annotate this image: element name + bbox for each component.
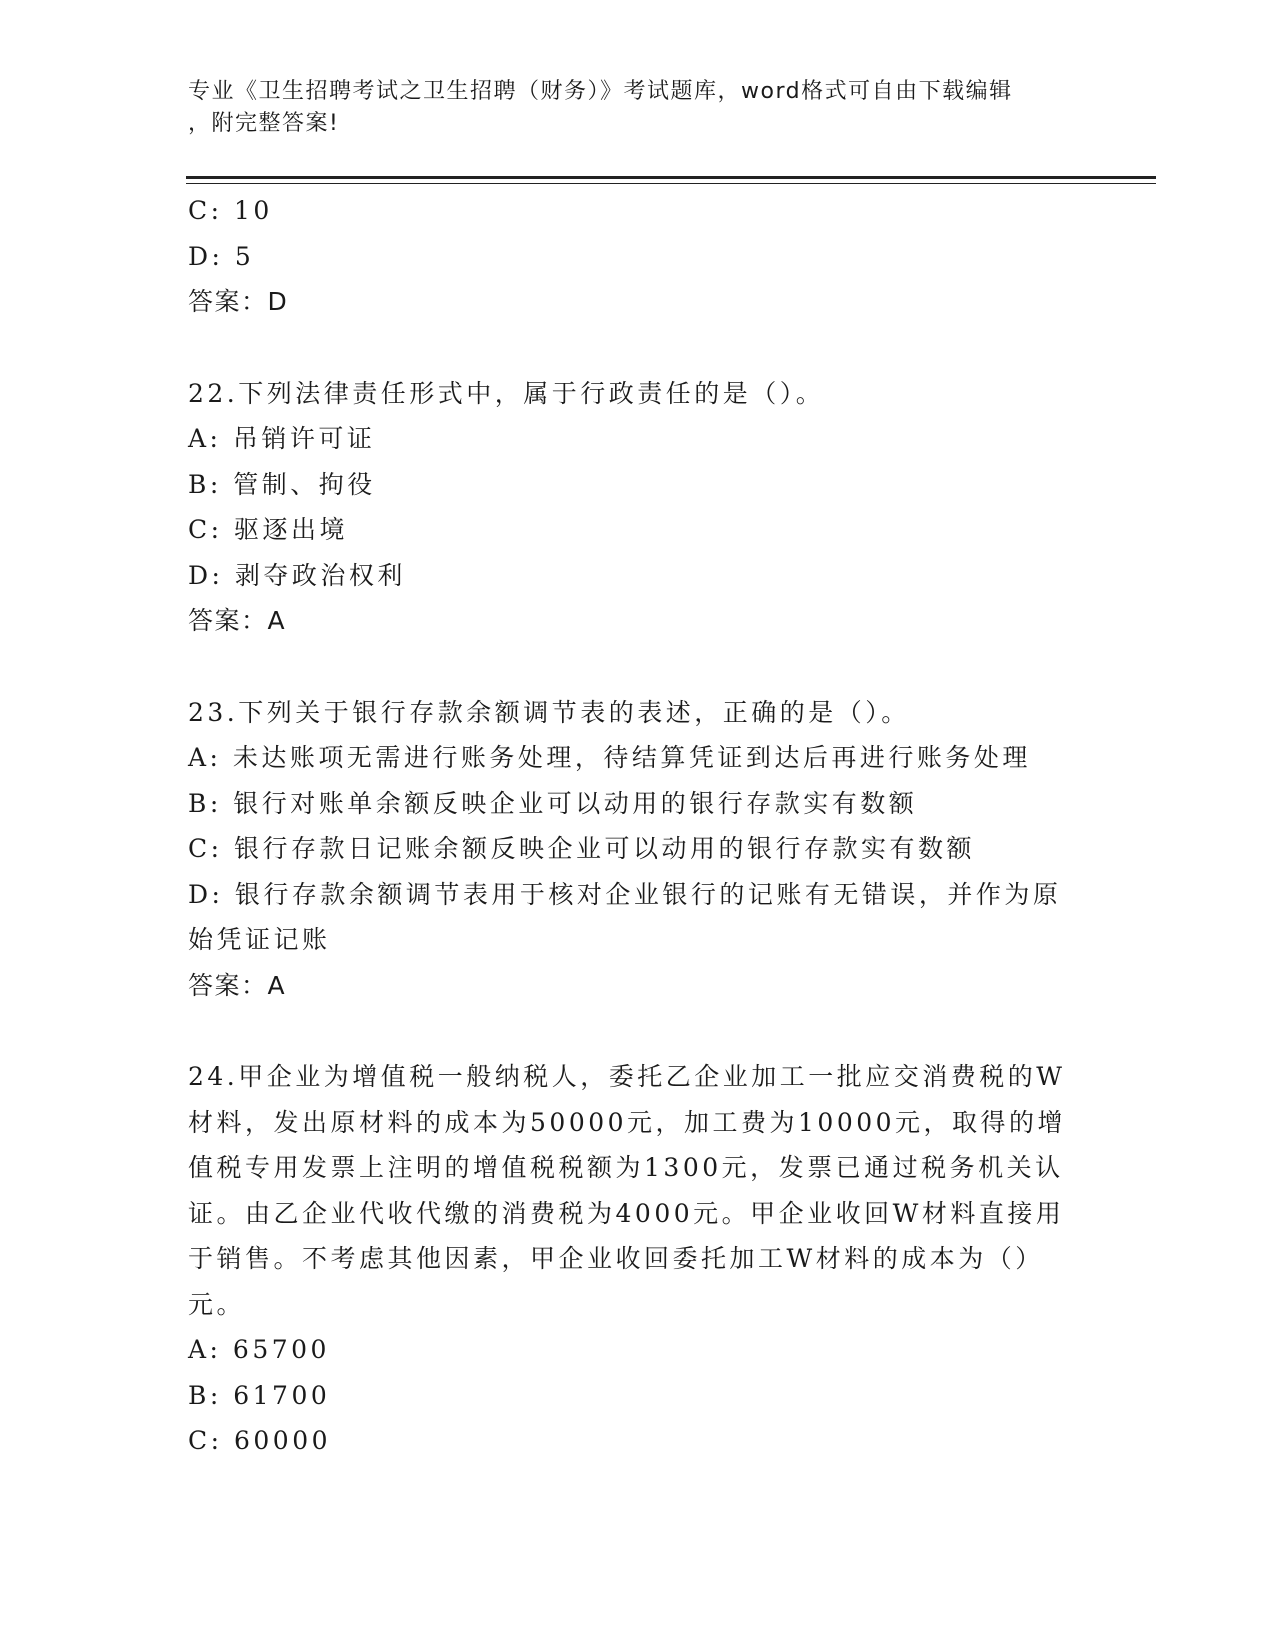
option-c: C: 银行存款日记账余额反映企业可以动用的银行存款实有数额 (188, 834, 976, 863)
answer-line: 答案：A (188, 606, 287, 635)
document-header (188, 76, 1068, 140)
header-divider-thin (186, 183, 1156, 184)
answer-line: 答案：A (188, 970, 287, 1000)
option-d: D: 剥夺政治权利 (188, 560, 406, 590)
question-stem-line-3: 值税专用发票上注明的增值税税额为1300元，发票已通过税务机关认 (188, 1153, 1064, 1182)
answer-line: 答案：D (188, 287, 289, 316)
option-d-line-1: D: 银行存款余额调节表用于核对企业银行的记账有无错误，并作为原 (188, 879, 1062, 909)
question-21-tail (188, 188, 1088, 325)
option-c: C: 10 (188, 196, 273, 225)
option-a: A: 未达账项无需进行账务处理，待结算凭证到达后再进行账务处理 (188, 743, 1031, 772)
question-stem-line-1: 24.甲企业为增值税一般纳税人，委托乙企业加工一批应交消费税的W (188, 1062, 1066, 1091)
header-divider-thick (186, 176, 1156, 179)
option-a: A: 65700 (188, 1335, 330, 1364)
option-b: B: 61700 (188, 1380, 331, 1410)
header-line-1: 专业《卫生招聘考试之卫生招聘（财务）》考试题库，word格式可自由下载编辑 (188, 79, 1013, 104)
question-stem-line-2: 材料，发出原材料的成本为50000元，加工费为10000元，取得的增 (188, 1107, 1067, 1137)
spacer (188, 325, 1088, 371)
question-stem-line-6: 元。 (188, 1289, 246, 1319)
spacer (188, 644, 1088, 690)
question-stem: 22.下列法律责任形式中，属于行政责任的是（）。 (188, 378, 825, 408)
option-b: B: 管制、拘役 (188, 469, 376, 499)
question-stem-line-4: 证。由乙企业代收代缴的消费税为4000元。甲企业收回W材料直接用 (188, 1198, 1065, 1228)
option-a: A: 吊销许可证 (188, 424, 376, 453)
question-stem-line-5: 于销售。不考虑其他因素，甲企业收回委托加工W材料的成本为（） (188, 1244, 1044, 1273)
option-c: C: 驱逐出境 (188, 515, 348, 544)
spacer (188, 1008, 1088, 1054)
question-content (188, 188, 1088, 1464)
question-22 (188, 371, 1088, 644)
option-d-line-2: 始凭证记账 (188, 925, 331, 954)
option-c: C: 60000 (188, 1426, 332, 1455)
option-d: D: 5 (188, 241, 255, 271)
question-24 (188, 1054, 1088, 1464)
question-stem: 23.下列关于银行存款余额调节表的表述，正确的是（）。 (188, 697, 910, 727)
question-23 (188, 690, 1088, 1009)
header-line-2: ，附完整答案! (188, 111, 340, 136)
option-b: B: 银行对账单余额反映企业可以动用的银行存款实有数额 (188, 788, 918, 818)
